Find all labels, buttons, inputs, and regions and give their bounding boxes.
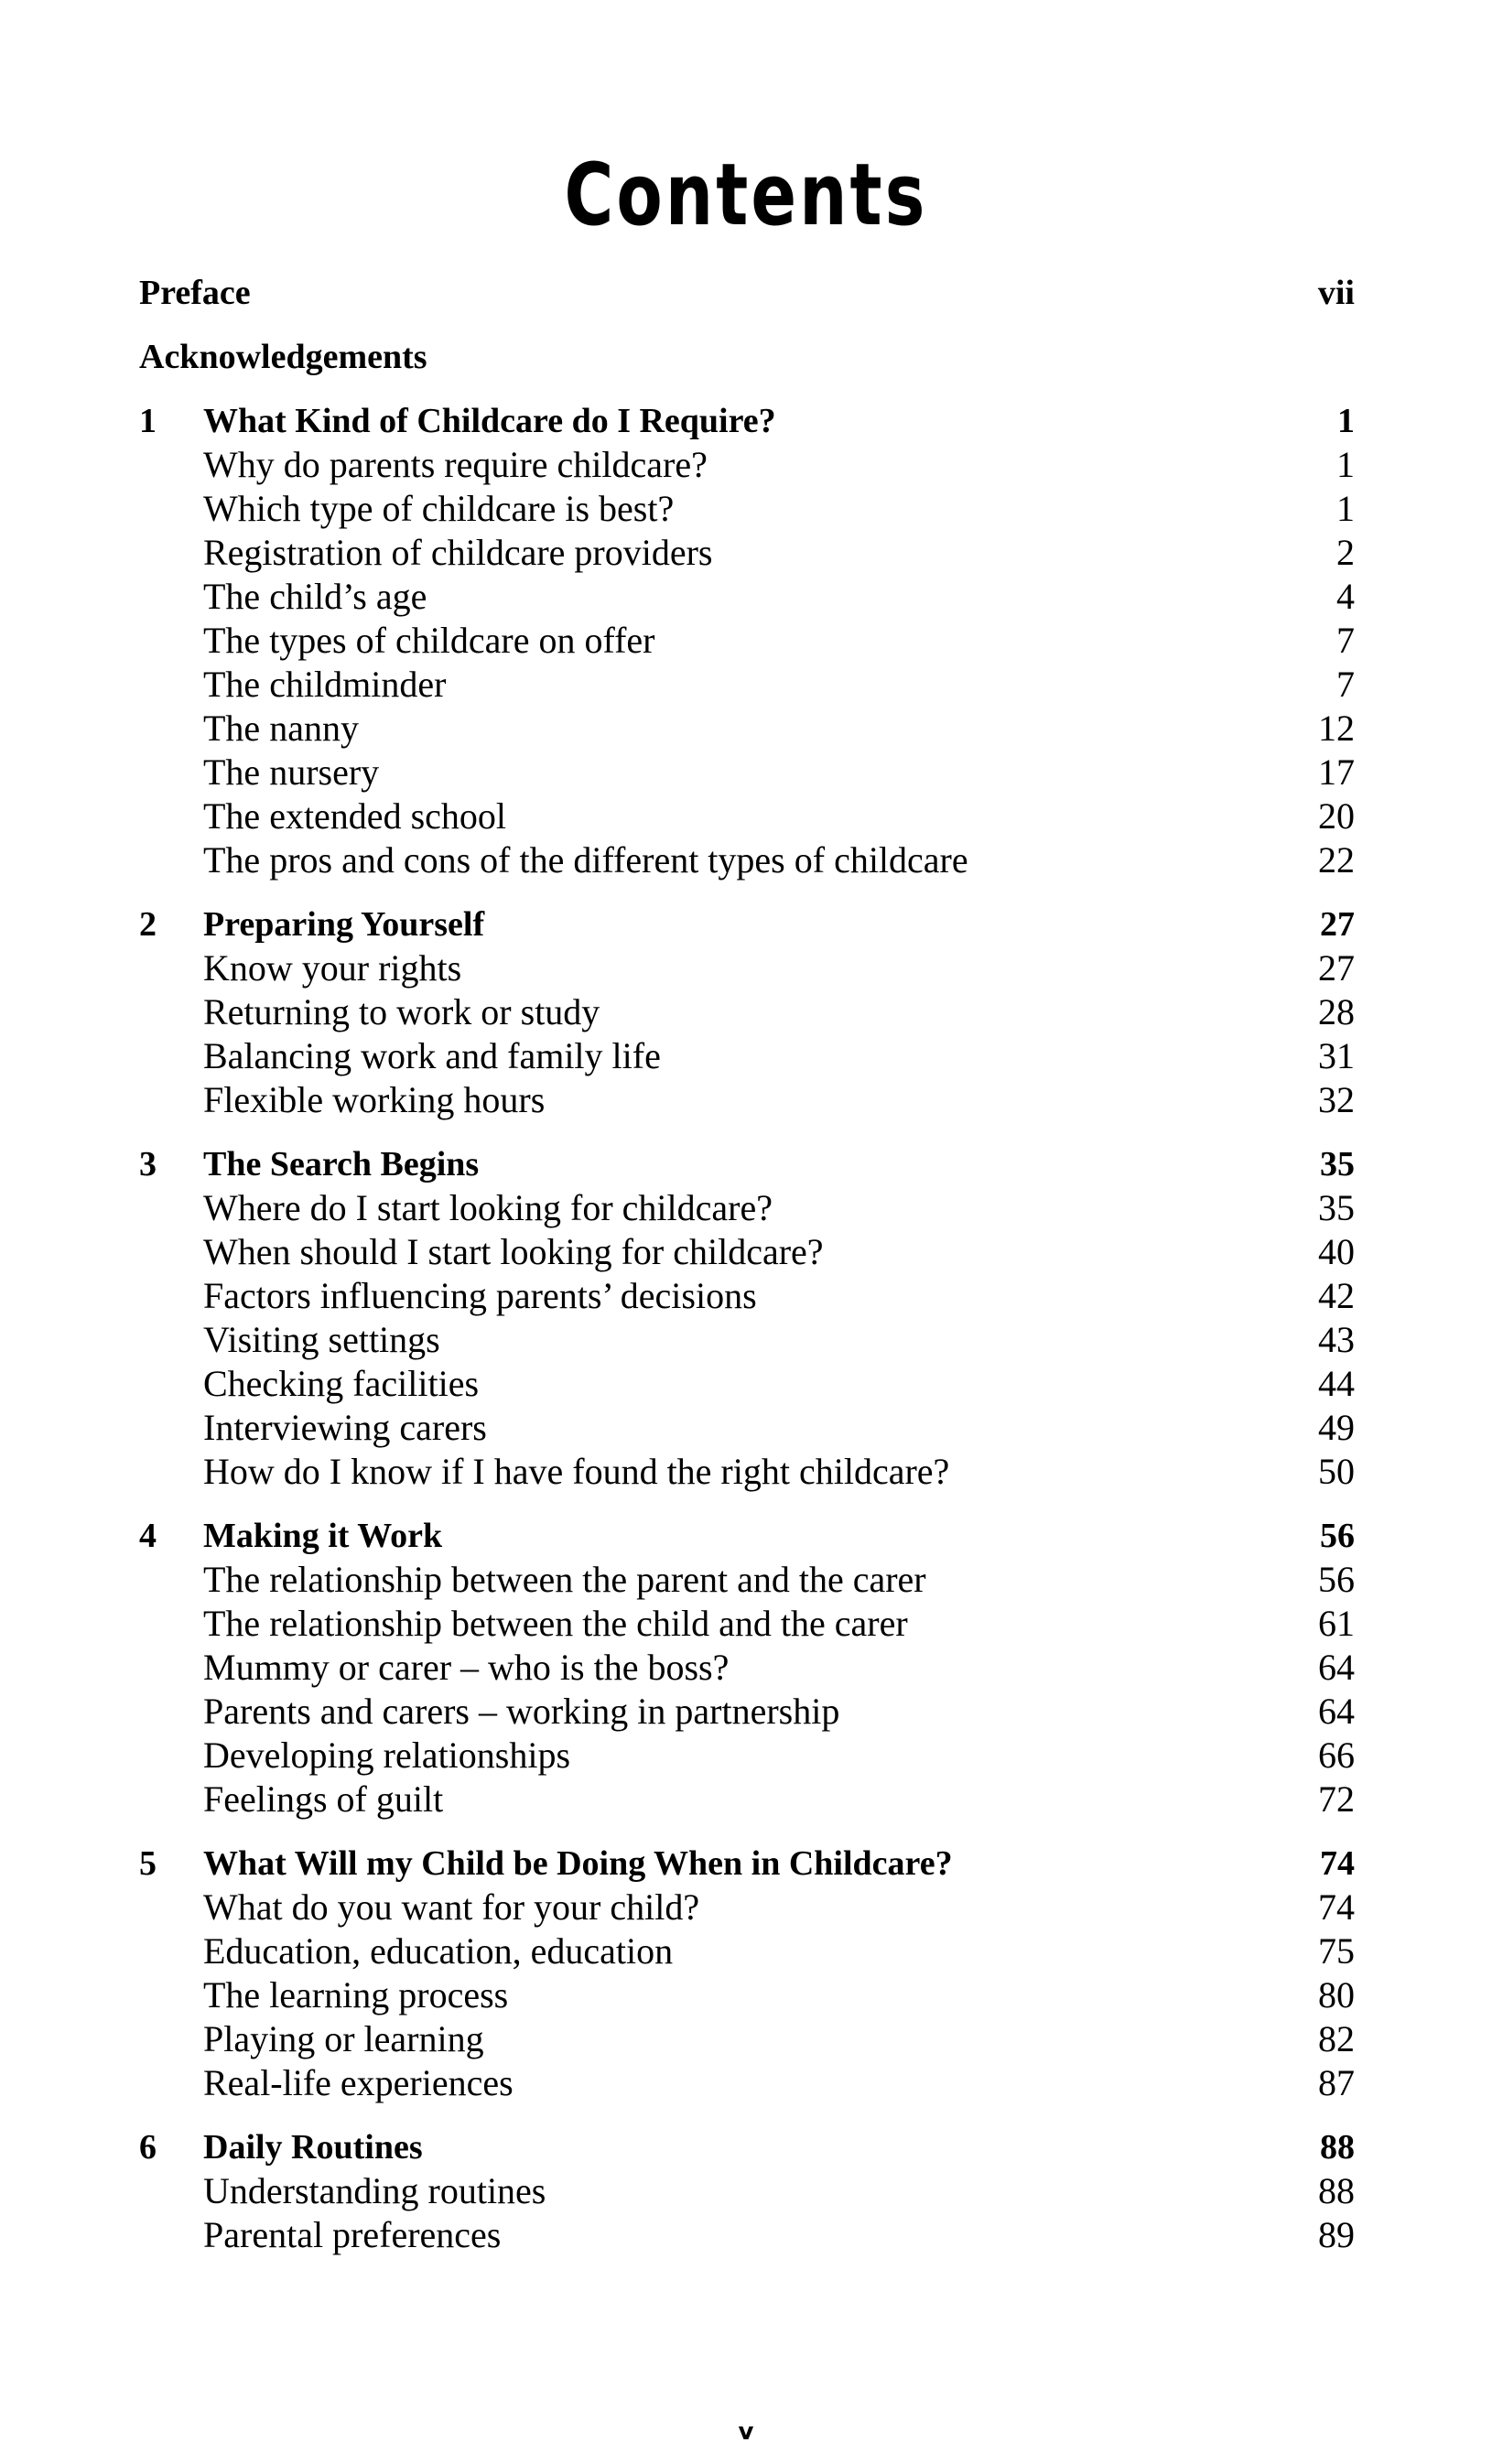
section-page: 12 <box>1318 708 1355 749</box>
section-title: Education, education, education <box>203 1930 674 1972</box>
chapter-title: What Will my Child be Doing When in Childcare? <box>203 1844 953 1883</box>
section-title: The extended school <box>203 795 506 837</box>
section-title: Registration of childcare providers <box>203 532 713 573</box>
chapter-entry <box>139 1142 1355 1494</box>
section-title: How do I know if I have found the right childcare? <box>203 1451 950 1492</box>
section-page: 89 <box>1318 2214 1355 2255</box>
section-title: Why do parents require childcare? <box>203 444 708 485</box>
chapter-heading <box>139 902 1355 946</box>
section-title: Flexible working hours <box>203 1079 546 1120</box>
section-entry <box>139 1186 1355 1230</box>
chapter-entry <box>139 1514 1355 1821</box>
chapter-title: The Search Begins <box>203 1145 480 1183</box>
chapter-page: 27 <box>1320 905 1355 944</box>
section-entry <box>139 1690 1355 1734</box>
section-page: 74 <box>1318 1886 1355 1928</box>
section-page: 40 <box>1318 1231 1355 1272</box>
section-entry <box>139 1450 1355 1494</box>
chapter-entry <box>139 399 1355 882</box>
section-title: Where do I start looking for childcare? <box>203 1187 773 1228</box>
section-title: Parents and carers – working in partnership <box>203 1691 840 1732</box>
section-entry <box>139 2213 1355 2257</box>
section-title: Mummy or carer – who is the boss? <box>203 1647 730 1688</box>
section-entry <box>139 1078 1355 1122</box>
section-page: 7 <box>1336 620 1355 661</box>
chapter-number: 3 <box>139 1145 157 1183</box>
front-matter-entry <box>139 271 1355 315</box>
section-title: Feelings of guilt <box>203 1778 444 1820</box>
section-page: 1 <box>1336 488 1355 529</box>
section-page: 35 <box>1318 1187 1355 1228</box>
section-title: Developing relationships <box>203 1735 571 1776</box>
section-entry <box>139 1034 1355 1078</box>
section-title: The child’s age <box>203 576 427 617</box>
section-page: 27 <box>1318 947 1355 989</box>
chapter-heading <box>139 1514 1355 1558</box>
section-entry <box>139 1778 1355 1821</box>
section-title: Know your rights <box>203 947 462 989</box>
section-entry <box>139 1230 1355 1274</box>
section-entry <box>139 663 1355 707</box>
section-title: Checking facilities <box>203 1363 480 1404</box>
section-entry <box>139 1318 1355 1362</box>
chapter-entry <box>139 2125 1355 2257</box>
table-of-contents <box>139 271 1355 2277</box>
section-entry <box>139 1274 1355 1318</box>
section-title: The nursery <box>203 751 380 793</box>
chapter-page: 35 <box>1320 1145 1355 1183</box>
front-matter-title: Acknowledgements <box>139 338 427 376</box>
section-entry <box>139 838 1355 882</box>
section-title: The childminder <box>203 664 447 705</box>
section-title: Visiting settings <box>203 1319 440 1360</box>
section-page: 88 <box>1318 2170 1355 2211</box>
page-number: v <box>738 2418 754 2446</box>
section-page: 28 <box>1318 991 1355 1032</box>
section-title: Parental preferences <box>203 2214 502 2255</box>
section-entry <box>139 1646 1355 1690</box>
chapter-title: Daily Routines <box>203 2128 423 2167</box>
section-page: 87 <box>1318 2062 1355 2103</box>
chapter-heading <box>139 399 1355 443</box>
chapter-number: 5 <box>139 1844 157 1883</box>
section-entry <box>139 531 1355 575</box>
section-page: 17 <box>1318 751 1355 793</box>
section-page: 50 <box>1318 1451 1355 1492</box>
chapter-page: 1 <box>1337 402 1355 440</box>
section-page: 31 <box>1318 1035 1355 1076</box>
front-matter-entry <box>139 335 1355 379</box>
section-entry <box>139 1973 1355 2017</box>
section-title: Interviewing carers <box>203 1407 487 1448</box>
chapter-number: 1 <box>139 402 157 440</box>
section-title: Understanding routines <box>203 2170 546 2211</box>
section-page: 20 <box>1318 795 1355 837</box>
section-title: When should I start looking for childcare? <box>203 1231 824 1272</box>
section-title: The relationship between the child and the carer <box>203 1603 908 1644</box>
section-page: 64 <box>1318 1647 1355 1688</box>
section-page: 4 <box>1336 576 1355 617</box>
chapter-entry <box>139 902 1355 1122</box>
section-title: Which type of childcare is best? <box>203 488 675 529</box>
section-entry <box>139 619 1355 663</box>
section-page: 44 <box>1318 1363 1355 1404</box>
section-entry <box>139 794 1355 838</box>
chapter-number: 6 <box>139 2128 157 2167</box>
section-page: 1 <box>1336 444 1355 485</box>
section-page: 43 <box>1318 1319 1355 1360</box>
chapter-page: 88 <box>1320 2128 1355 2167</box>
section-page: 22 <box>1318 839 1355 881</box>
section-entry <box>139 1362 1355 1406</box>
section-page: 61 <box>1318 1603 1355 1644</box>
section-title: The relationship between the parent and the carer <box>203 1559 926 1600</box>
section-title: Playing or learning <box>203 2018 484 2059</box>
chapter-page: 74 <box>1320 1844 1355 1883</box>
chapter-title: Making it Work <box>203 1517 443 1555</box>
chapter-entry <box>139 1842 1355 2105</box>
chapter-title: What Kind of Childcare do I Require? <box>203 402 776 440</box>
section-entry <box>139 1734 1355 1778</box>
section-entry <box>139 1602 1355 1646</box>
section-title: Balancing work and family life <box>203 1035 661 1076</box>
section-title: The nanny <box>203 708 359 749</box>
section-page: 75 <box>1318 1930 1355 1972</box>
section-page: 66 <box>1318 1735 1355 1776</box>
section-entry <box>139 1929 1355 1973</box>
section-entry <box>139 575 1355 619</box>
section-page: 42 <box>1318 1275 1355 1316</box>
chapter-title: Preparing Yourself <box>203 905 485 944</box>
section-page: 56 <box>1318 1559 1355 1600</box>
chapter-page: 56 <box>1320 1517 1355 1555</box>
section-title: The pros and cons of the different types of childcare <box>203 839 968 881</box>
section-entry <box>139 2061 1355 2105</box>
chapter-heading <box>139 1842 1355 1886</box>
section-title: Real-life experiences <box>203 2062 514 2103</box>
section-entry <box>139 1558 1355 1602</box>
page-title: Contents <box>564 145 928 245</box>
chapter-heading <box>139 1142 1355 1186</box>
section-entry <box>139 707 1355 751</box>
section-page: 49 <box>1318 1407 1355 1448</box>
section-entry <box>139 1886 1355 1929</box>
section-entry <box>139 487 1355 531</box>
section-entry <box>139 1406 1355 1450</box>
section-page: 7 <box>1336 664 1355 705</box>
chapter-number: 4 <box>139 1517 157 1555</box>
section-entry <box>139 751 1355 794</box>
section-title: The types of childcare on offer <box>203 620 655 661</box>
chapter-heading <box>139 2125 1355 2169</box>
section-entry <box>139 990 1355 1034</box>
section-title: The learning process <box>203 1974 509 2016</box>
section-entry <box>139 2017 1355 2061</box>
section-title: Returning to work or study <box>203 991 600 1032</box>
section-entry <box>139 443 1355 487</box>
front-matter-page: vii <box>1317 274 1355 312</box>
section-page: 2 <box>1336 532 1355 573</box>
chapter-number: 2 <box>139 905 157 944</box>
section-title: What do you want for your child? <box>203 1886 700 1928</box>
section-entry <box>139 2169 1355 2213</box>
front-matter-title: Preface <box>139 274 251 312</box>
section-page: 32 <box>1318 1079 1355 1120</box>
section-page: 80 <box>1318 1974 1355 2016</box>
section-title: Factors influencing parents’ decisions <box>203 1275 757 1316</box>
section-entry <box>139 946 1355 990</box>
section-page: 82 <box>1318 2018 1355 2059</box>
section-page: 64 <box>1318 1691 1355 1732</box>
section-page: 72 <box>1318 1778 1355 1820</box>
